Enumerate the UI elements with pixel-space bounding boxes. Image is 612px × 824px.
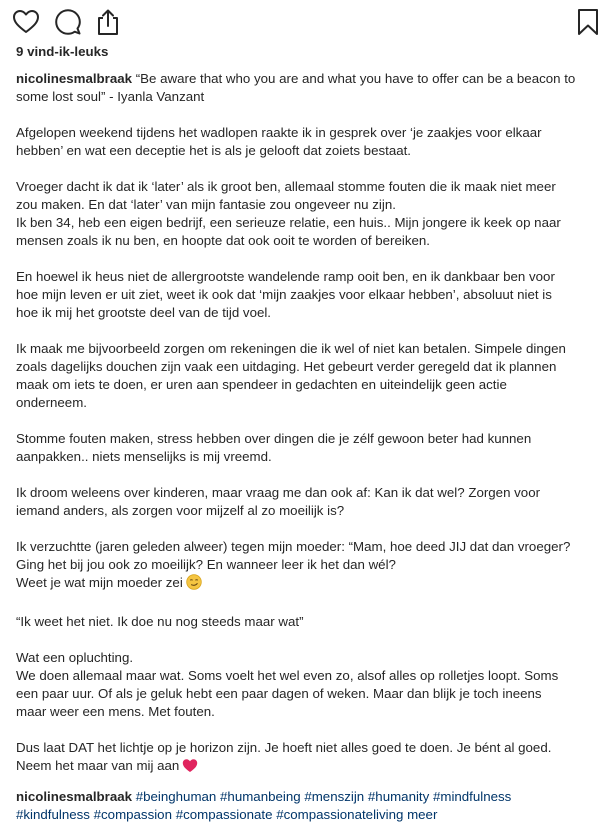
hashtag-line — [16, 788, 602, 806]
caption-line: Ging het bij jou ook zo moeilijk? En wanneer leer ik het dan wél? — [16, 557, 396, 572]
caption-line: zoals dagelijks douchen zijn vaak een uitdaging. Het gebeurt verder geregeld dat ik plannen — [16, 359, 557, 374]
heart-icon[interactable] — [12, 8, 40, 36]
smirking-face-emoji — [186, 574, 202, 595]
caption-line — [16, 70, 602, 88]
hashtag-link[interactable]: #mindfulness — [432, 789, 512, 804]
caption-line: hoe mijn leven er uit ziet, weet ik ook dat ‘mijn zaakjes voor elkaar hebben’, absoluut niet is — [16, 287, 552, 302]
caption-paragraph — [16, 268, 602, 322]
red-heart-emoji — [182, 758, 198, 778]
hashtag-link[interactable]: #kindfulness — [16, 807, 90, 822]
caption-line — [16, 757, 602, 778]
caption-paragraph — [16, 613, 602, 631]
caption-paragraph — [16, 739, 602, 778]
hashtag-comment — [16, 788, 602, 824]
caption-line: some lost soul” - Iyanla Vanzant — [16, 89, 205, 104]
caption-paragraph — [16, 178, 602, 250]
caption-line: Dus laat DAT het lichtje op je horizon zijn. Je hoeft niet alles goed te doen. Je bént al goed. — [16, 740, 552, 755]
caption-line: Afgelopen weekend tijdens het wadlopen raakte ik in gesprek over ‘je zaakjes voor elkaar — [16, 125, 542, 140]
caption-line — [16, 574, 602, 595]
comment-username[interactable]: nicolinesmalbraak — [16, 789, 133, 804]
caption-paragraph — [16, 124, 602, 160]
caption-line: een paar uur. Of als je geluk hebt een paar dagen of weken. Maar dan blijk je toch ineens — [16, 686, 542, 701]
caption-line: zou maken. En dat ‘later’ van mijn fantasie zou ongeveer nu zijn. — [16, 197, 396, 212]
hashtag-link[interactable]: #compassionateliving — [276, 807, 404, 822]
bookmark-icon[interactable] — [574, 8, 602, 36]
caption-line: mensen zoals ik nu ben, en hoopte dat ook ooit te worden of bereiken. — [16, 233, 430, 248]
caption-paragraph — [16, 649, 602, 721]
caption-line: iemand anders, als zorgen voor mijzelf al zo moeilijk is? — [16, 503, 345, 518]
hashtag-link[interactable]: #beinghuman — [135, 789, 217, 804]
caption-line: Vroeger dacht ik dat ik ‘later’ als ik groot ben, allemaal stomme fouten die ik maak niet meer — [16, 179, 556, 194]
caption-line: We doen allemaal maar wat. Soms voelt het wel even zo, alsof alles op rolletjes loopt. Soms — [16, 668, 559, 683]
post-action-bar — [0, 8, 612, 38]
caption-username[interactable]: nicolinesmalbraak — [16, 71, 133, 86]
caption-line: Ik ben 34, heb een eigen bedrijf, een serieuze relatie, een huis.. Mijn jongere ik keek op naar — [16, 215, 561, 230]
like-count[interactable]: 9 vind-ik-leuks — [16, 44, 109, 59]
hashtag-link[interactable]: #compassionate — [175, 807, 273, 822]
caption-line: Ik verzuchtte (jaren geleden alweer) tegen mijn moeder: “Mam, hoe deed JIJ dat dan vroeger? — [16, 539, 571, 554]
post-caption — [16, 70, 602, 824]
caption-line: “Ik weet het niet. Ik doe nu nog steeds maar wat” — [16, 614, 304, 629]
share-icon[interactable] — [94, 8, 122, 36]
caption-line: aanpakken.. niets menselijks is mij vreemd. — [16, 449, 272, 464]
more-link[interactable]: meer — [407, 807, 438, 822]
caption-paragraph — [16, 538, 602, 595]
caption-line: hoe ik mij het grootste deel van de tijd voel. — [16, 305, 272, 320]
caption-line: Ik droom weleens over kinderen, maar vraag me dan ook af: Kan ik dat wel? Zorgen voor — [16, 485, 541, 500]
comment-icon[interactable] — [54, 8, 82, 36]
caption-paragraph — [16, 70, 602, 106]
caption-paragraph — [16, 484, 602, 520]
caption-line: maar weer een mens. Met fouten. — [16, 704, 215, 719]
caption-text: “Be aware that who you are and what you have to offer can be a beacon to — [135, 71, 576, 86]
caption-text: Neem het maar van mij aan — [16, 758, 180, 773]
hashtag-link[interactable]: #compassion — [93, 807, 172, 822]
hashtag-link[interactable]: #humanbeing — [220, 789, 301, 804]
caption-line: En hoewel ik heus niet de allergrootste wandelende ramp ooit ben, en ik dankbaar ben voor — [16, 269, 555, 284]
caption-line: Ik maak me bijvoorbeeld zorgen om rekeningen die ik wel of niet kan betalen. Simpele dingen — [16, 341, 566, 356]
caption-line: hebben’ en wat een deceptie het is als je gelooft dat zoiets bestaat. — [16, 143, 411, 158]
hashtag-link[interactable]: #humanity — [367, 789, 430, 804]
caption-line: maak om iets te doen, er uren aan spendeer in gedachten en uiteindelijk geen actie — [16, 377, 507, 392]
caption-line: Wat een opluchting. — [16, 650, 134, 665]
caption-paragraph — [16, 430, 602, 466]
caption-text: Weet je wat mijn moeder zei — [16, 575, 183, 590]
hashtag-line — [16, 806, 602, 824]
caption-line: onderneem. — [16, 395, 87, 410]
caption-paragraph — [16, 340, 602, 412]
caption-line: Stomme fouten maken, stress hebben over dingen die je zélf gewoon beter had kunnen — [16, 431, 532, 446]
hashtag-link[interactable]: #menszijn — [304, 789, 365, 804]
